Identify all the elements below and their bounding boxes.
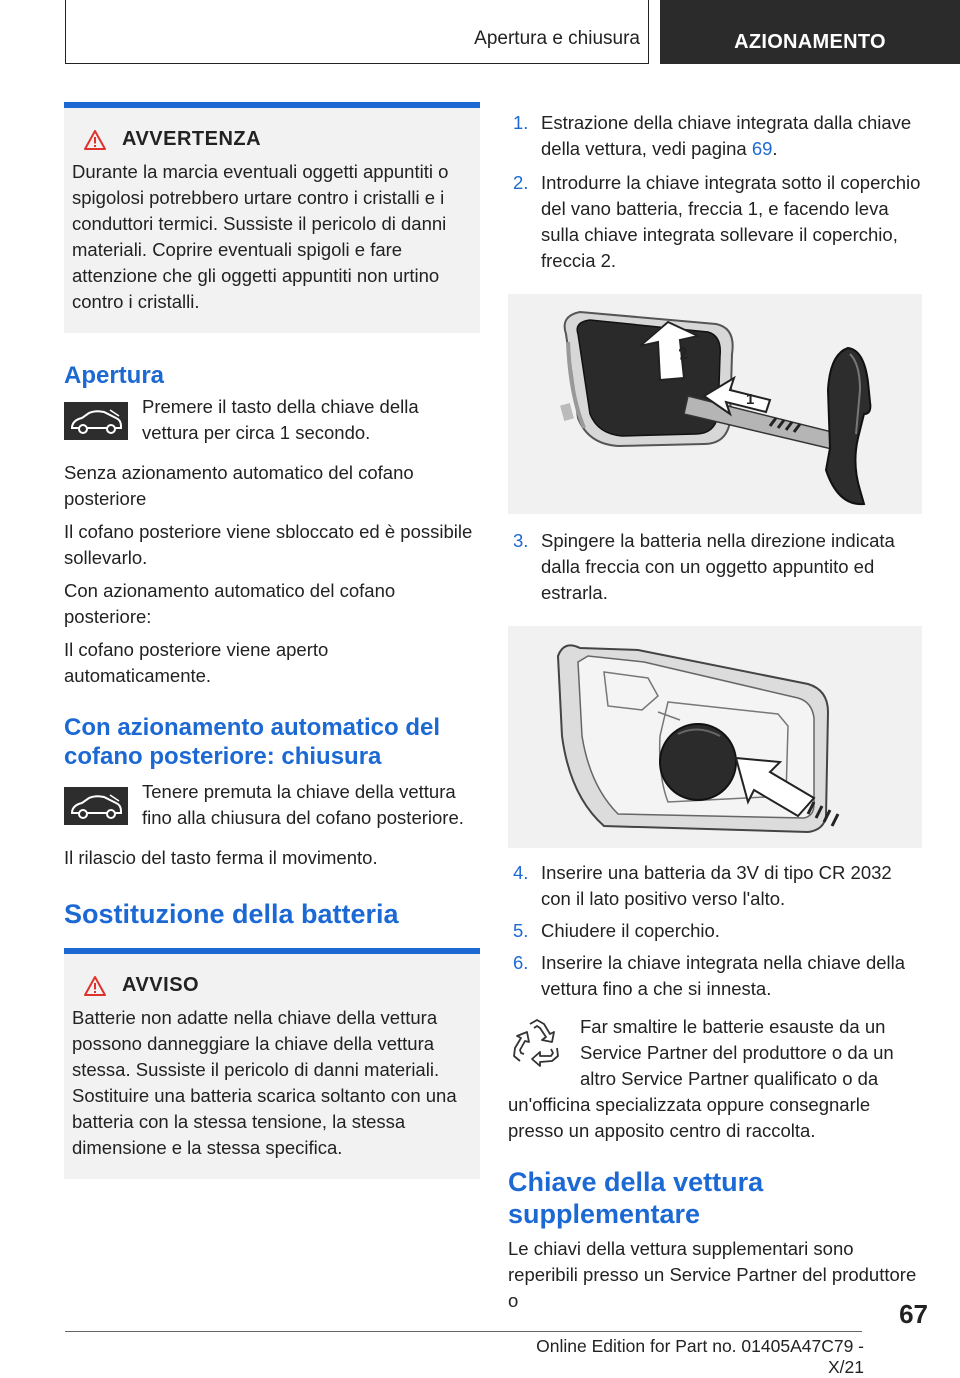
recycle-note xyxy=(508,1014,924,1144)
step-text: Introdurre la chiave integrata sotto il coperchio del vano batteria, freccia 1, e facendo leva sulla chiave integrata sollevare il coperchio, freccia 2. xyxy=(541,172,921,271)
heading-sostituzione-batteria: Sostituzione della batteria xyxy=(64,899,399,929)
warning-body: Durante la marcia eventuali oggetti appuntiti o spigolosi potrebbero urtare contro i cristalli e i conduttori termici. Sussiste il pericolo di danni materiali. Coprire eventuali spigoli e fare attenzione che gli oggetti appuntiti non urtino contro i cristalli. xyxy=(72,161,449,312)
battery-compartment-illustration xyxy=(508,626,922,848)
step-text: Inserire una batteria da 3V di tipo CR 2032 con il lato positivo verso l'alto. xyxy=(541,862,892,909)
key-cover-illustration xyxy=(508,294,922,514)
list-item xyxy=(508,170,924,274)
right-column xyxy=(508,110,924,1314)
warning-box-avvertenza xyxy=(64,102,480,333)
page-reference-link[interactable]: 69 xyxy=(751,138,773,159)
step-number: 4. xyxy=(513,862,529,883)
footer-rule xyxy=(65,1331,862,1332)
header-bottom-rule xyxy=(65,63,648,64)
warning-title: AVVISO xyxy=(122,974,200,996)
apertura-paragraph-1: Senza azionamento automatico del cofano posteriore xyxy=(64,462,414,509)
header-chapter-tab[interactable]: AZIONAMENTO xyxy=(660,0,960,64)
step-text: Chiudere il coperchio. xyxy=(541,920,720,941)
apertura-paragraph-2: Il cofano posteriore viene sbloccato ed è possibile sollevarlo. xyxy=(64,521,473,568)
edition-note: Online Edition for Part no. 01405A47C79 - X/21 xyxy=(536,1336,864,1377)
chiusura-icon-text: Tenere premuta la chiave della vettura fino alla chiusura del cofano posteriore. xyxy=(142,781,464,828)
warning-body: Batterie non adatte nella chiave della vettura possono danneggiare la chiave della vettura stessa. Sussiste il pericolo di danni materiali. Sostituire una batteria scarica soltanto con una batteria con la stessa tensione, la stessa dimensione e la stessa specifica. xyxy=(72,1007,457,1158)
chiusura-paragraph-1: Il rilascio del tasto ferma il movimento. xyxy=(64,847,378,868)
step-number: 2. xyxy=(513,172,529,193)
list-item xyxy=(508,918,924,944)
heading-chiave-supplementare: Chiave della vettura supplementare xyxy=(508,1167,764,1229)
warning-title: AVVERTENZA xyxy=(122,128,262,150)
warning-triangle-icon xyxy=(84,130,106,150)
recycle-icon xyxy=(510,1016,564,1070)
warning-box-avviso xyxy=(64,948,480,1179)
icon-row-chiusura xyxy=(64,779,480,835)
warning-triangle-icon xyxy=(84,976,106,996)
apertura-paragraph-4: Il cofano posteriore viene aperto automaticamente. xyxy=(64,639,329,686)
step-number: 3. xyxy=(513,530,529,551)
arrow-label-2: 2 xyxy=(676,343,691,364)
heading-chiusura: Con azionamento automatico del cofano posteriore: chiusura xyxy=(64,714,441,770)
step-text: Estrazione della chiave integrata dalla chiave della vettura, vedi pagina xyxy=(541,112,912,159)
header-left-rule xyxy=(65,0,66,64)
list-item xyxy=(508,950,924,1002)
left-column xyxy=(64,102,480,1179)
recycle-text: Far smaltire le batterie esauste da un Service Partner del produttore o da un altro Service Partner qualificato o da un'officina specializzata oppure consegnarle presso un apposito centro di raccolta. xyxy=(508,1016,894,1141)
step-text: Inserire la chiave integrata nella chiave della vettura fino a che si innesta. xyxy=(541,952,906,999)
supplementare-paragraph-1: Le chiavi della vettura supplementari sono reperibili presso un Service Partner del produttore o xyxy=(508,1238,917,1311)
step-number: 1. xyxy=(513,112,529,133)
heading-apertura: Apertura xyxy=(64,362,165,389)
figure-battery-removal xyxy=(508,626,922,848)
car-tailgate-key-icon xyxy=(64,402,128,440)
header-separator xyxy=(648,0,649,64)
icon-row-apertura xyxy=(64,394,480,450)
header-section-title: Apertura e chiusura xyxy=(474,28,640,49)
step-number: 6. xyxy=(513,952,529,973)
step-number: 5. xyxy=(513,920,529,941)
figure-key-cover-removal xyxy=(508,294,922,514)
car-tailgate-key-icon xyxy=(64,787,128,825)
warning-title-row xyxy=(84,128,472,151)
step-text-end: . xyxy=(772,138,778,159)
apertura-paragraph-3: Con azionamento automatico del cofano posteriore: xyxy=(64,580,396,627)
apertura-icon-text: Premere il tasto della chiave della vettura per circa 1 secondo. xyxy=(142,396,419,443)
step-text: Spingere la batteria nella direzione indicata dalla freccia con un oggetto appuntito ed estrarla. xyxy=(541,530,895,603)
arrow-label-1: 1 xyxy=(746,391,755,408)
list-item xyxy=(508,860,924,912)
warning-title-row xyxy=(84,974,472,997)
list-item xyxy=(508,528,924,606)
page-number: 67 xyxy=(899,1299,928,1329)
list-item xyxy=(508,110,924,162)
